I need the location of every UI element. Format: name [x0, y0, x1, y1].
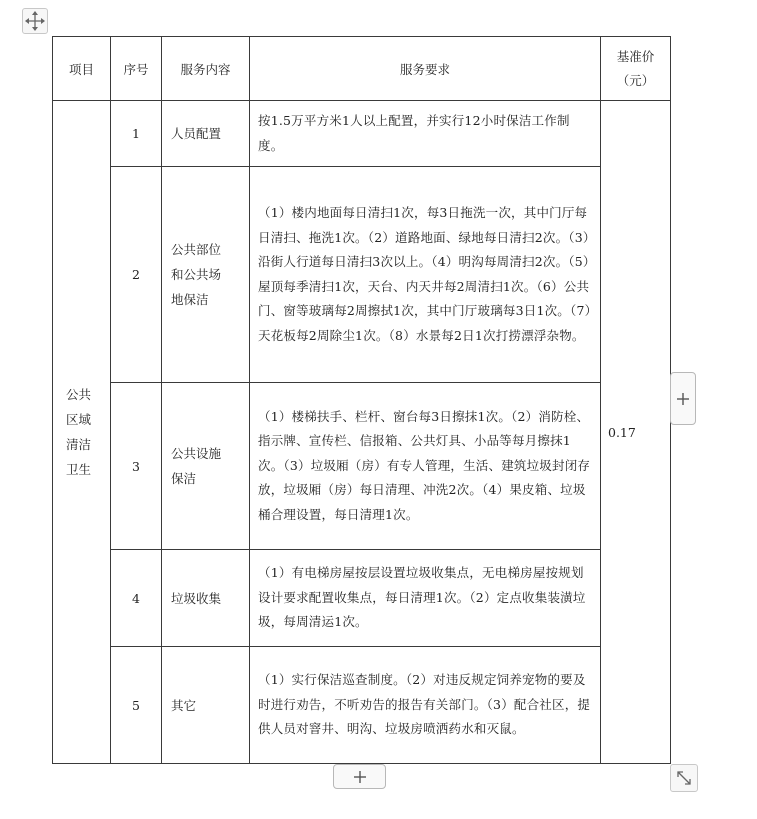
- service-name-cell[interactable]: [162, 383, 250, 550]
- service-name-cell[interactable]: [162, 647, 250, 764]
- diagonal-resize-icon: [675, 769, 693, 787]
- service-name-line: 和公共场: [171, 267, 222, 282]
- table-row: [53, 383, 671, 550]
- price-cell[interactable]: 0.17: [601, 101, 671, 764]
- table-row: [53, 101, 671, 167]
- plus-icon: [677, 393, 689, 405]
- header-price-line1: 基准价: [616, 48, 655, 64]
- service-table: [52, 36, 671, 764]
- service-name-line: 地保洁: [171, 292, 209, 307]
- header-seq[interactable]: 序号: [111, 37, 162, 101]
- requirement-cell[interactable]: 按1.5万平方米1人以上配置，并实行12小时保洁工作制度。: [250, 101, 601, 167]
- service-name-line: 垃圾收集: [171, 590, 222, 606]
- category-line: 清洁: [66, 437, 92, 452]
- header-price[interactable]: [601, 37, 671, 101]
- header-item[interactable]: 项目: [53, 37, 111, 101]
- category-line: 区域: [66, 412, 92, 427]
- service-name-cell[interactable]: [162, 167, 250, 383]
- move-arrows-icon: [23, 9, 47, 33]
- add-row-button[interactable]: [333, 764, 386, 789]
- table-resize-handle[interactable]: [670, 764, 698, 792]
- service-name-line: 公共设施: [171, 446, 222, 461]
- seq-cell[interactable]: 2: [111, 167, 162, 383]
- seq-cell[interactable]: 4: [111, 550, 162, 647]
- seq-cell[interactable]: 1: [111, 101, 162, 167]
- service-name-line: 人员配置: [171, 126, 222, 141]
- category-line: 卫生: [66, 462, 92, 477]
- service-name-line: 其它: [171, 697, 197, 713]
- table-row: [53, 550, 671, 647]
- table-header-row: [53, 37, 671, 101]
- requirement-cell[interactable]: （1）楼梯扶手、栏杆、窗台每3日擦抹1次。（2）消防栓、指示牌、宣传栏、信报箱、公共灯具、小品等每月擦抹1次。（3）垃圾厢（房）有专人管理，生活、建筑垃圾封闭存放，垃圾厢（房）每日清理、冲洗2次。（4）果皮箱、垃圾桶合理设置，每日清理1次。: [250, 383, 601, 550]
- service-name-line: 公共部位: [171, 242, 222, 257]
- requirement-cell[interactable]: （1）楼内地面每日清扫1次，每3日拖洗一次，其中门厅每日清扫、拖洗1次。（2）道路地面、绿地每日清扫2次。（3）沿街人行道每日清扫3次以上。（4）明沟每周清扫2次。（5）屋顶每季清扫1次，天台、内天井每2周清扫1次。（6）公共门、窗等玻璃每2周擦拭1次，其中门厅玻璃每3日1次。（7）天花板每2周除尘1次。（8）水景每2日1次打捞漂浮杂物。: [250, 167, 601, 383]
- seq-cell[interactable]: 5: [111, 647, 162, 764]
- service-name-cell[interactable]: [162, 101, 250, 167]
- requirement-cell[interactable]: （1）实行保洁巡查制度。（2）对违反规定饲养宠物的要及时进行劝告，不听劝告的报告有关部门。（3）配合社区，提供人员对窨井、明沟、垃圾房喷洒药水和灭鼠。: [250, 647, 601, 764]
- plus-icon: [354, 771, 366, 783]
- table-row: [53, 167, 671, 383]
- header-price-line2: （元）: [616, 72, 655, 88]
- seq-cell[interactable]: 3: [111, 383, 162, 550]
- category-cell[interactable]: [53, 101, 111, 764]
- category-line: 公共: [66, 387, 92, 402]
- header-requirement[interactable]: 服务要求: [250, 37, 601, 101]
- service-name-line: 保洁: [171, 471, 197, 486]
- service-name-cell[interactable]: [162, 550, 250, 647]
- header-content[interactable]: 服务内容: [162, 37, 250, 101]
- requirement-cell[interactable]: （1）有电梯房屋按层设置垃圾收集点，无电梯房屋按规划设计要求配置收集点，每日清理1次。（2）定点收集装潢垃圾，每周清运1次。: [250, 550, 601, 647]
- table-row: [53, 647, 671, 764]
- table-move-handle[interactable]: [22, 8, 48, 34]
- add-column-button[interactable]: [670, 372, 696, 425]
